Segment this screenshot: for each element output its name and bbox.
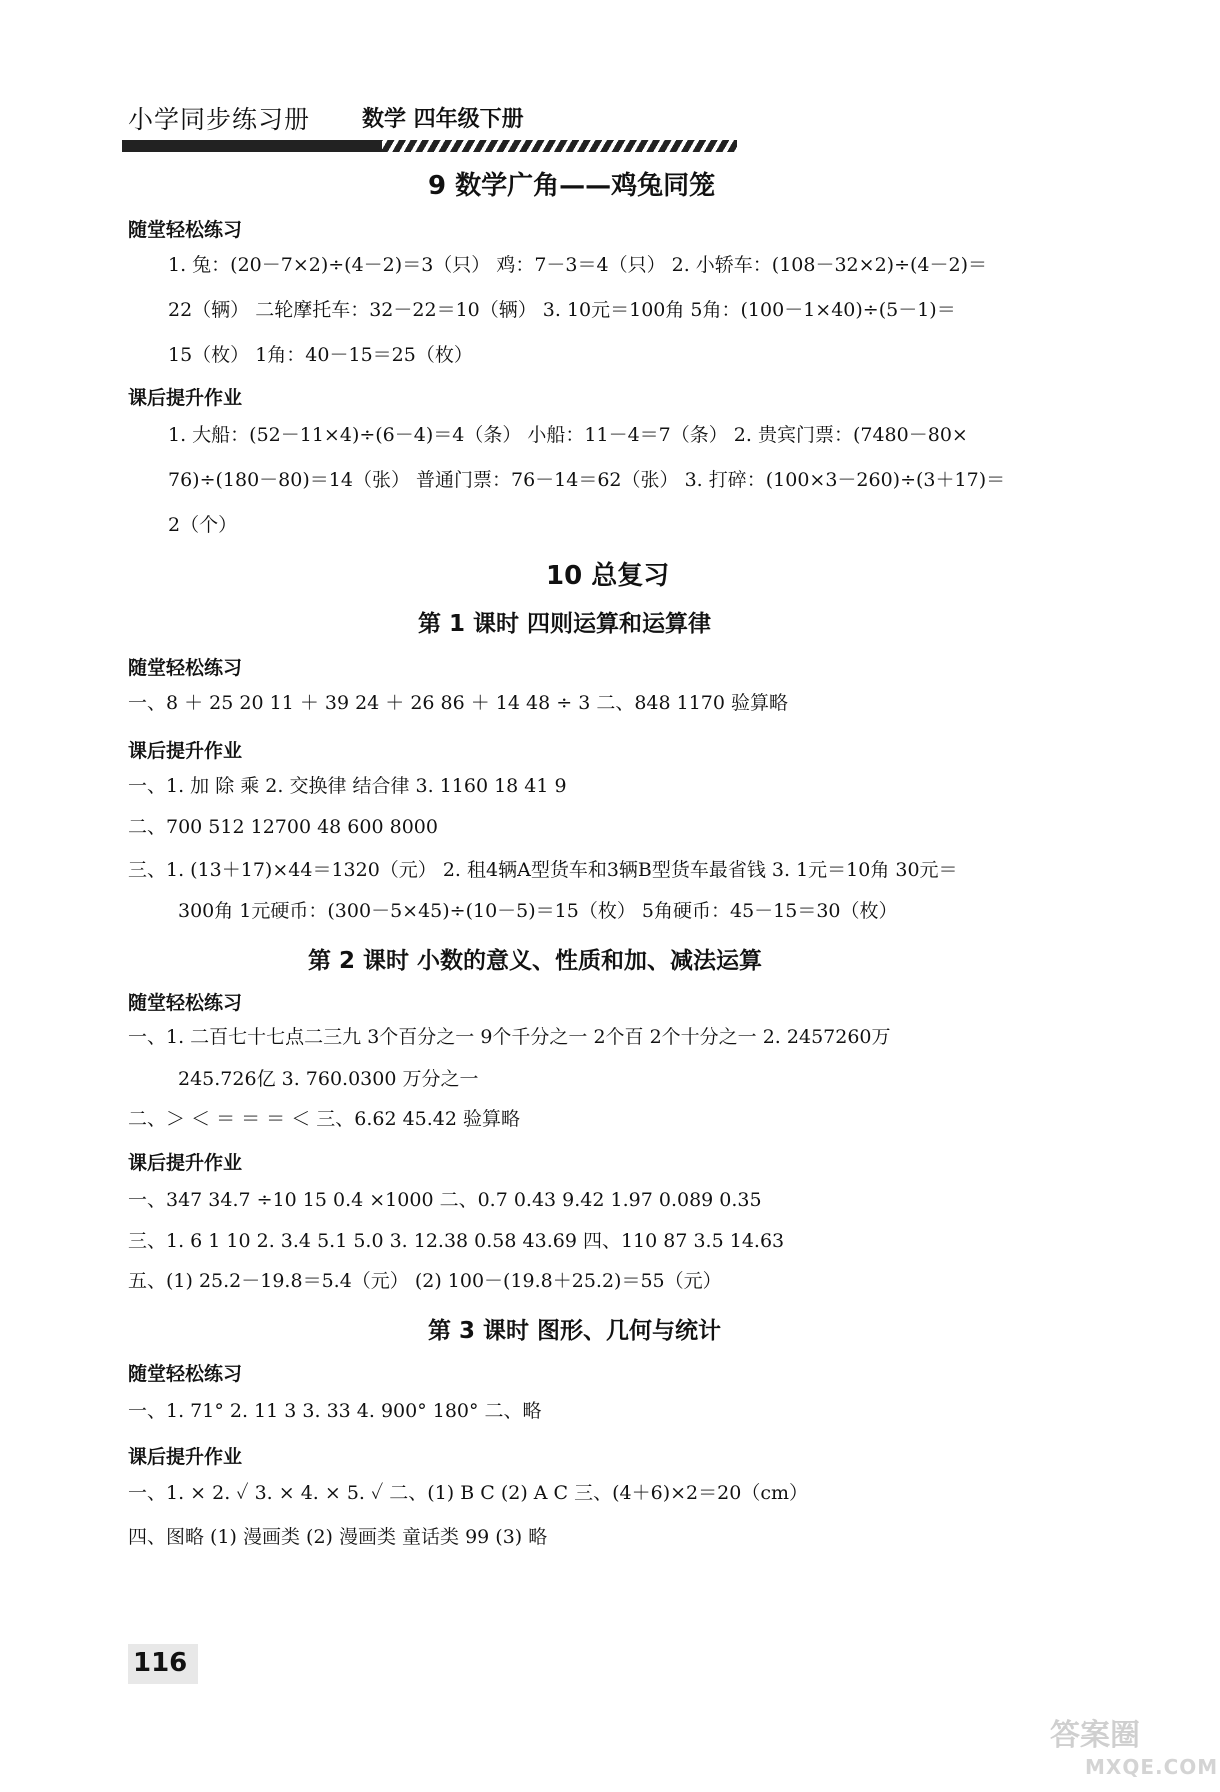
chapter-10-title: 10 总复习 bbox=[546, 561, 670, 591]
l2-practice-line-2: 245.726亿 3. 760.0300 万分之一 bbox=[178, 1068, 479, 1090]
l3-homework-line-2: 四、图略 (1) 漫画类 (2) 漫画类 童话类 99 (3) 略 bbox=[128, 1526, 548, 1548]
l1-practice-heading: 随堂轻松练习 bbox=[128, 657, 243, 679]
ch9-homework-line-1: 1. 大船：(52－11×4)÷(6－4)＝4（条） 小船：11－4＝7（条） 2. 贵宾门票：(7480－80× bbox=[168, 424, 968, 446]
lesson-3-title: 第 3 课时 图形、几何与统计 bbox=[428, 1318, 722, 1344]
l1-practice-line-1: 一、8 ＋ 25 20 11 ＋ 39 24 ＋ 26 86 ＋ 14 48 ÷ 3 二、848 1170 验算略 bbox=[128, 692, 789, 714]
l1-homework-line-3: 三、1. (13＋17)×44＝1320（元） 2. 租4辆A型货车和3辆B型货车最省钱 3. 1元＝10角 30元＝ bbox=[128, 859, 958, 881]
l1-homework-heading: 课后提升作业 bbox=[128, 740, 243, 762]
book-title: 小学同步练习册 bbox=[128, 105, 311, 134]
l2-practice-heading: 随堂轻松练习 bbox=[128, 992, 243, 1014]
l2-homework-line-3: 五、(1) 25.2－19.8＝5.4（元） (2) 100－(19.8＋25.2)＝55（元） bbox=[128, 1270, 722, 1292]
page-number: 116 bbox=[133, 1648, 188, 1678]
ch9-homework-line-2: 76)÷(180－80)＝14（张） 普通门票：76－14＝62（张） 3. 打碎：(100×3－260)÷(3＋17)＝ bbox=[168, 469, 1006, 491]
l1-homework-line-2: 二、700 512 12700 48 600 8000 bbox=[128, 816, 438, 838]
l3-practice-heading: 随堂轻松练习 bbox=[128, 1363, 243, 1385]
l2-practice-line-3: 二、＞ ＜ ＝ ＝ ＝ ＜ 三、6.62 45.42 验算略 bbox=[128, 1108, 521, 1130]
lesson-1-title: 第 1 课时 四则运算和运算律 bbox=[418, 611, 712, 637]
l2-homework-heading: 课后提升作业 bbox=[128, 1152, 243, 1174]
l3-practice-line-1: 一、1. 71° 2. 11 3 3. 33 4. 900° 180° 二、略 bbox=[128, 1400, 542, 1422]
l1-homework-line-4: 300角 1元硬币：(300－5×45)÷(10－5)＝15（枚） 5角硬币：45－15＝30（枚） bbox=[178, 900, 898, 922]
header-rule-solid bbox=[122, 140, 382, 152]
l1-homework-line-1: 一、1. 加 除 乘 2. 交换律 结合律 3. 1160 18 41 9 bbox=[128, 775, 567, 797]
l3-homework-line-1: 一、1. × 2. ✓ 3. × 4. × 5. ✓ 二、(1) B C (2) A C 三、(4＋6)×2＝20（cm） bbox=[128, 1482, 808, 1504]
ch9-homework-heading: 课后提升作业 bbox=[128, 387, 243, 409]
ch9-practice-heading: 随堂轻松练习 bbox=[128, 219, 243, 241]
lesson-2-title: 第 2 课时 小数的意义、性质和加、减法运算 bbox=[308, 948, 763, 974]
ch9-practice-line-2: 22（辆） 二轮摩托车：32－22＝10（辆） 3. 10元＝100角 5角：(100－1×40)÷(5－1)＝ bbox=[168, 299, 956, 321]
subject-grade: 数学 四年级下册 bbox=[362, 107, 524, 132]
l2-homework-line-2: 三、1. 6 1 10 2. 3.4 5.1 5.0 3. 12.38 0.58 43.69 四、110 87 3.5 14.63 bbox=[128, 1230, 785, 1252]
ch9-homework-line-3: 2（个） bbox=[168, 514, 238, 536]
l2-homework-line-1: 一、347 34.7 ÷10 15 0.4 ×1000 二、0.7 0.43 9.42 1.97 0.089 0.35 bbox=[128, 1189, 762, 1211]
ch9-practice-line-3: 15（枚） 1角：40－15＝25（枚） bbox=[168, 344, 473, 366]
l2-practice-line-1: 一、1. 二百七十七点二三九 3个百分之一 9个千分之一 2个百 2个十分之一 2. 2457260万 bbox=[128, 1026, 891, 1048]
l3-homework-heading: 课后提升作业 bbox=[128, 1446, 243, 1468]
ch9-practice-line-1: 1. 兔：(20－7×2)÷(4－2)＝3（只） 鸡：7－3＝4（只） 2. 小轿车：(108－32×2)÷(4－2)＝ bbox=[168, 254, 987, 276]
watermark-logo: 答案圈 bbox=[1050, 1718, 1140, 1753]
watermark-url: MXQE.COM bbox=[1085, 1755, 1219, 1779]
chapter-9-title: 9 数学广角——鸡兔同笼 bbox=[428, 171, 716, 201]
